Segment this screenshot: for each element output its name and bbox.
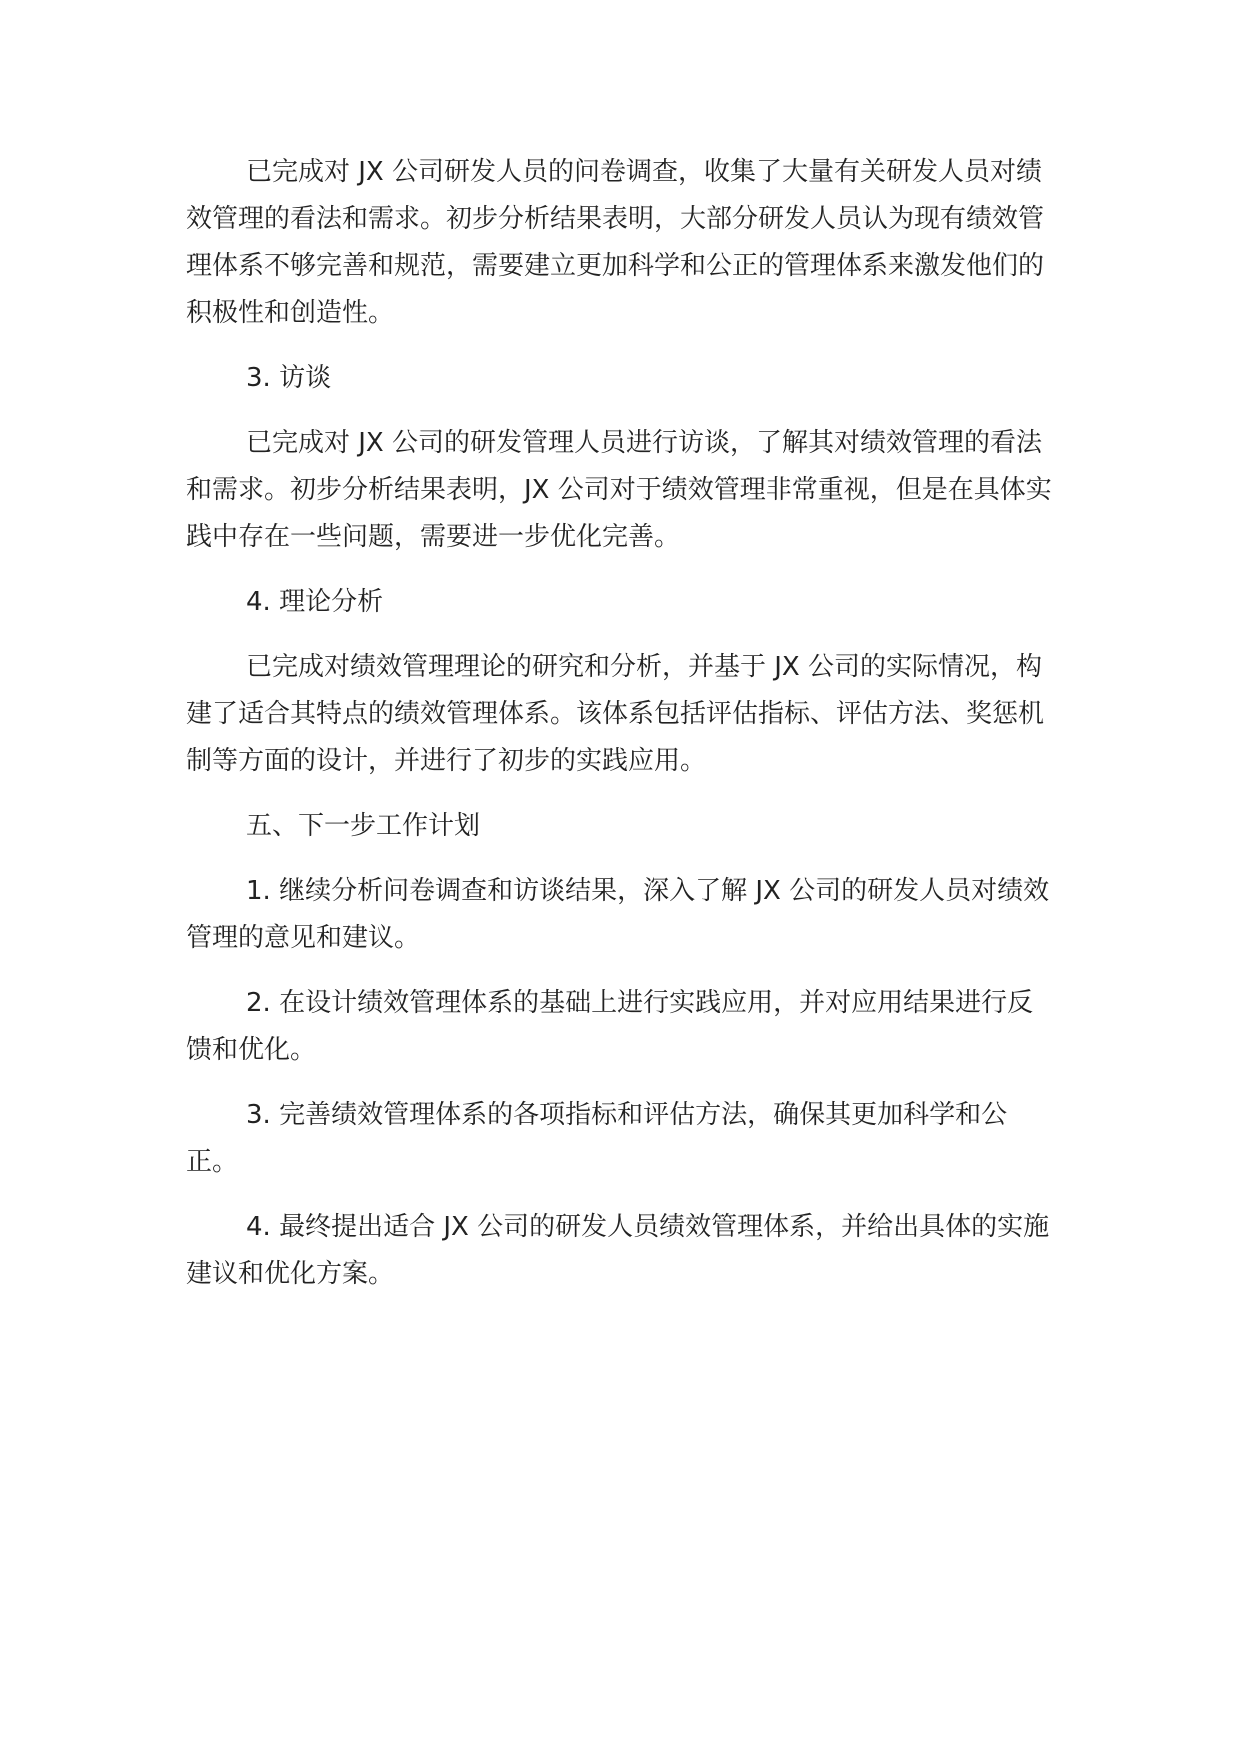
plan-item-3: 3. 完善绩效管理体系的各项指标和评估方法，确保其更加科学和公正。 [186, 1100, 1008, 1177]
paragraph-theory-result: 已完成对绩效管理理论的研究和分析，并基于 JX 公司的实际情况，构建了适合其特点的绩效管理体系。该体系包括评估指标、评估方法、奖惩机制等方面的设计，并进行了初步的实践应用。 [186, 652, 1045, 776]
section-heading-next-plan: 五、下一步工作计划 [246, 811, 481, 841]
paragraph-interview-result: 已完成对 JX 公司的研发管理人员进行访谈，了解其对绩效管理的看法和需求。初步分析结果表明，JX 公司对于绩效管理非常重视，但是在具体实践中存在一些问题，需要进一步优化完善。 [186, 428, 1052, 552]
plan-item-2: 2. 在设计绩效管理体系的基础上进行实践应用，并对应用结果进行反馈和优化。 [186, 988, 1034, 1065]
plan-item-4: 4. 最终提出适合 JX 公司的研发人员绩效管理体系，并给出具体的实施建议和优化方案。 [186, 1212, 1050, 1289]
plan-item-1: 1. 继续分析问卷调查和访谈结果，深入了解 JX 公司的研发人员对绩效管理的意见和建议。 [186, 876, 1050, 953]
section-heading-interview: 3. 访谈 [246, 363, 332, 393]
section-heading-theory-analysis: 4. 理论分析 [246, 587, 384, 617]
paragraph-survey-result: 已完成对 JX 公司研发人员的问卷调查，收集了大量有关研发人员对绩效管理的看法和需求。初步分析结果表明，大部分研发人员认为现有绩效管理体系不够完善和规范，需要建立更加科学和公正的管理体系来激发他们的积极性和创造性。 [186, 157, 1045, 328]
document-body [186, 149, 1056, 1316]
